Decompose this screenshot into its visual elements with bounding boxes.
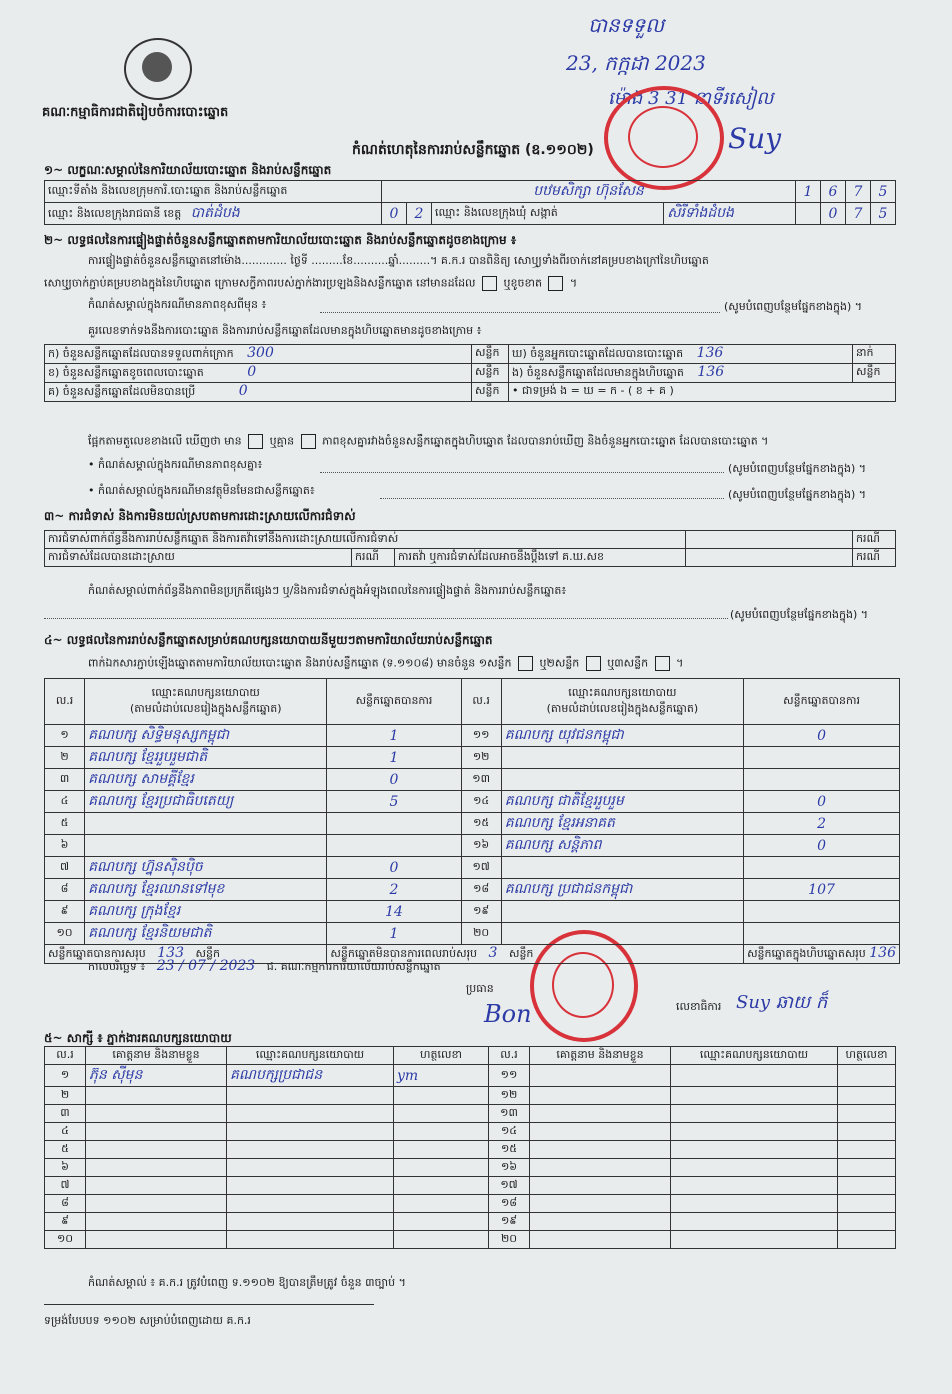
table-row [45,1177,896,1195]
count-label: ខ) ចំនួនសន្លឹកឆ្នោតខូចពេលបោះឆ្នោត [48,366,204,379]
party-votes [327,835,461,857]
chair-label: ប្រធាន [466,982,494,995]
section3-note-line [44,618,728,619]
col-no-header: ល.រ [461,679,501,725]
party-name: គណបក្ស ជាតិខ្មែររួបរួម [501,791,743,813]
province-name: បាត់ដំបង [190,205,240,221]
col-party-sub: (តាមលំដាប់លេខរៀងក្នុងសន្លឹកឆ្នោត) [130,701,282,715]
count-label: ក) ចំនួនសន្លឹកឆ្នោតដែលបានទទួលពាក់ក្រោក [48,347,234,360]
bullet-difference: • កំណត់សម្គាល់ក្នុងករណីមានភាពខុសគ្នា៖ [88,458,263,471]
party-votes: 2 [744,813,900,835]
count-label: ង) ចំនួនសន្លឹកឆ្នោតដែលមានក្នុងហិបឆ្នោត [512,366,684,379]
table-row [45,1231,896,1249]
section4-intro-mid1: ឬ២សន្លឹក [539,656,580,670]
party-votes: 1 [327,923,461,945]
row-no: ១១ [461,725,501,747]
row-no: ៧ [45,1177,86,1195]
section2-para1: ការផ្ទៀងផ្ទាត់ចំនួនសន្លឹកឆ្នោតនៅម៉ោង............. ថ្ងៃទី .........ខែ..........ឆ្នាំ.........។ គ.ក.រ បានពិនិត្យ សោឬ្យទាំងពីរចាក់នៅគម្របខាងក្រៅនៃហិបឆ្នោត [88,254,709,267]
table-row [45,1065,896,1087]
row-no: ១៣ [489,1105,530,1123]
party-votes [744,923,900,945]
row-no: ១ [45,725,85,747]
agency-name: គណៈកម្មាធិការជាតិរៀបចំការបោះឆ្នោត [42,105,229,120]
commune-digit: 5 [871,203,896,225]
party-name [501,923,743,945]
province-digit: 2 [407,203,432,225]
row-no: ១០ [45,923,85,945]
row-no: ២០ [461,923,501,945]
section2-para2: សោឬ្យចាក់ភ្ជាប់គម្របខាងក្នុងនៃហិបឆ្នោត ក្រោមសក្ខីភាពរបស់ភ្នាក់ងារប្រឡងនិងសន្លឹកឆ្នោត នៅមានដដែល [44,276,476,290]
party-votes: 2 [327,879,461,901]
section3-note: កំណត់សម្គាល់ពាក់ព័ន្ធនឹងភាពមិនប្រក្រតីផ្សេងៗ ឬ/និងការជំទាស់ក្នុងអំឡុងពេលនៃការផ្ទៀងផ្ទាត់ និងការរាប់សន្លឹកឆ្នោត៖ [88,584,567,597]
col-party-header: ឈ្មោះគណបក្សនយោបាយ [671,1047,838,1065]
secretary-signature: Suy ឆាយ ក៏ [736,992,828,1013]
table-row [45,835,900,857]
col-votes-header: សន្លឹកឆ្នោតបានការ [744,679,900,725]
has-difference-checkbox[interactable] [248,434,263,449]
row-no: ៨ [45,1195,86,1213]
station-digit: 7 [846,181,871,203]
count-value: 300 [247,345,274,361]
count-unit: សន្លឹក [472,364,509,383]
count-value: 136 [696,345,724,361]
col-party-title: ឈ្មោះគណបក្សនយោបាយ [568,685,677,699]
appeal-label: ការតវ៉ា ឬការជំទាស់ដែលអាចនឹងប្តឹងទៅ គ.ឃ.សខ [395,549,686,567]
party-name: គណបក្ស ហ្វ៊ុនស៊ិនប៉ិច [85,857,327,879]
commune-label: ឈ្មោះ និងលេខក្រុងឃុំ សង្កាត់ [432,203,664,225]
party-name: គណបក្ស សិទ្ធិមនុស្សកម្ពុជា [85,725,327,747]
col-party-header [85,679,327,725]
row-no: ២ [45,1087,86,1105]
bullet-foreign: • កំណត់សម្គាល់ក្នុងករណីមានវត្ថុមិនមែនជាសន្លឹកឆ្នោត៖ [88,484,315,497]
party-votes [744,747,900,769]
row-no: ១៨ [489,1195,530,1213]
resolved-label: ការជំទាស់ដែលបានដោះស្រាយ [45,549,352,567]
party-name: គណបក្ស សាមគ្គីខ្មែរ [85,769,327,791]
bullet-foreign-suffix: (សូមបំពេញបន្ថែមផ្នែកខាងក្នុង) ។ [728,488,867,501]
table-row [45,901,900,923]
col-name-header: គោត្តនាម និងនាមខ្លួន [86,1047,227,1065]
damaged-checkbox[interactable] [548,276,563,291]
section4-heading: ៤~ លទ្ធផលនៃការរាប់សន្លឹកឆ្នោតសម្រាប់គណបក្សនយោបាយនីមួយៗតាមការិយាល័យរាប់សន្លឹកឆ្នោត [44,633,493,647]
row-no: ៤ [45,1123,86,1141]
section2-note-suffix: (សូមបំពេញបន្ថែមផ្នែកខាងក្នុង) ។ [724,300,863,313]
row-no: ៨ [45,879,85,901]
table-row [45,791,900,813]
total-invalid: 3 [488,945,498,961]
section1-heading: ១~ លក្ខណៈសម្គាល់នៃការិយាល័យបោះឆ្នោត និងរាប់សន្លឹកឆ្នោត [44,163,332,177]
date-org: ជ. គណៈកម្មការការិយាល័យរាប់សន្លឹកឆ្នោត [266,960,441,973]
row-no: ៦ [45,835,85,857]
row-no: ១៨ [461,879,501,901]
one-sheet-checkbox[interactable] [518,656,533,671]
table-row [45,1087,896,1105]
col-votes-header: សន្លឹកឆ្នោតបានការ [327,679,461,725]
row-no: ២ [45,747,85,769]
party-votes: 0 [327,769,461,791]
col-party-header [501,679,743,725]
secretary-label: លេខាធិការ [676,1000,722,1013]
count-unit: សន្លឹក [472,383,509,402]
row-no: ៧ [45,857,85,879]
row-no: ៥ [45,813,85,835]
party-name [501,769,743,791]
table-row [45,1159,896,1177]
party-votes: 0 [744,725,900,747]
form-footer: ទម្រង់បែបបទ ១១០២ សម្រាប់បំពេញដោយ គ.ក.រ [44,1314,251,1327]
section2-note-line [320,312,720,313]
objection-table [44,530,896,567]
count-unit: សន្លឹក [853,364,896,383]
station-digit: 6 [821,181,846,203]
col-name-header: គោត្តនាម និងនាមខ្លួន [530,1047,671,1065]
witness-party: គណបក្សប្រជាជន [227,1065,394,1087]
total-invalid-label: សន្លឹកឆ្នោតមិនបានការពេលរាប់សរុប [330,947,478,960]
station-digit: 5 [871,181,896,203]
witness-table [44,1046,896,1249]
results-table [44,678,900,964]
table-row [45,813,900,835]
counts-table [44,344,896,402]
section2-para2-line: សោឬ្យចាក់ភ្ជាប់គម្របខាងក្នុងនៃហិបឆ្នោត ក្រោមសក្ខីភាពរបស់ភ្នាក់ងារប្រឡងនិងសន្លឹកឆ្នោត នៅមានដដែល ឬខូចខាត ។ [44,276,578,290]
row-no: ១៤ [461,791,501,813]
commune-digit: 7 [846,203,871,225]
party-name: គណបក្ស សន្តិភាព [501,835,743,857]
party-name [501,747,743,769]
party-votes: 0 [327,857,461,879]
col-signature-header: ហត្ថលេខា [394,1047,489,1065]
nec-logo [124,38,192,100]
count-value: 0 [247,364,257,380]
count-value: 136 [697,364,725,380]
row-no: ៦ [45,1159,86,1177]
party-name: គណបក្ស ខ្មែរប្រជាធិបតេយ្យ [85,791,327,813]
party-name: គណបក្ស ខ្មែរឈានទៅមុខ [85,879,327,901]
row-no: ១៤ [489,1123,530,1141]
count-label: ឃ) ចំនួនអ្នកបោះឆ្នោតដែលបានបោះឆ្នោត [512,347,684,360]
total-valid-unit: សន្លឹក [195,947,220,960]
row-no: ១៧ [461,857,501,879]
party-votes: 107 [744,879,900,901]
commune-digit: 0 [821,203,846,225]
formula: • ជាទម្រង់ ង = ឃ = ក - ( ខ + គ ) [509,383,896,402]
received-date: 23, កក្កដា 2023 [566,51,706,75]
no-difference-checkbox[interactable] [301,434,316,449]
compare-mid: ឬគ្មាន [269,434,295,448]
witness-signature: ym [394,1065,489,1087]
section2-para2-end: ឬខូចខាត [503,276,542,290]
section1-table [44,180,896,225]
col-party-sub: (តាមលំដាប់លេខរៀងក្នុងសន្លឹកឆ្នោត) [546,701,699,715]
row-no: ១៩ [489,1213,530,1231]
received-signature: Suy [728,122,782,155]
date-value: 23 / 07 / 2023 [156,958,256,974]
province-digit: 0 [382,203,407,225]
bullet-foreign-line [380,498,724,499]
row-no: ៣ [45,769,85,791]
row-no: ១៦ [461,835,501,857]
count-unit: នាក់ [853,345,896,364]
count-unit: សន្លឹក [472,345,509,364]
objection-unit: ករណី [853,531,896,549]
party-name: គណបក្ស ប្រជាជនកម្ពុជា [501,879,743,901]
province-label-text: ឈ្មោះ និងលេខក្រុងរាជធានី ខេត្ត [48,207,182,220]
row-no: ៣ [45,1105,86,1123]
three-sheet-checkbox[interactable] [655,656,670,671]
compare-end: ភាពខុសគ្នារវាងចំនួនសន្លឹកឆ្នោតក្នុងហិបឆ្នោត ដែលបានរាប់ឃើញ និងចំនួនអ្នកបោះឆ្នោត ដែលបានបោះឆ្នោត ។ [322,434,769,448]
row-no: ១៥ [489,1141,530,1159]
form-title: កំណត់ហេតុនៃការរាប់សន្លឹកឆ្នោត (ឧ.១១០២) [352,142,594,158]
commune-name: សិរីទាំងដំបង [664,203,796,225]
row-no: ៤ [45,791,85,813]
party-name: គណបក្ស ខ្មែរនិយមជាតិ [85,923,327,945]
section3-note-suffix: (សូមបំពេញបន្ថែមផ្នែកខាងក្នុង) ។ [730,608,869,621]
objection-label: ការជំទាស់ពាក់ព័ន្ធនឹងការរាប់សន្លឹកឆ្នោត និងការតវ៉ាទៅនឹងការដោះស្រាយលើការជំទាស់ [45,531,686,549]
total-box-label: សន្លឹកឆ្នោតក្នុងហិបឆ្នោតសរុប [747,947,866,960]
intact-checkbox[interactable] [482,276,497,291]
table-row [45,923,900,945]
chair-signature: Bon [484,1000,532,1028]
table-row [45,1213,896,1231]
table-row [45,857,900,879]
total-valid: 133 [157,945,184,961]
row-no: ១៩ [461,901,501,923]
party-votes [744,857,900,879]
row-no: ១០ [45,1231,86,1249]
row-no: ២០ [489,1231,530,1249]
section5-heading: ៥~ សាក្សី ៖ ភ្នាក់ងារគណបក្សនយោបាយ [44,1031,232,1045]
party-name [85,835,327,857]
total-box: 136 [869,945,896,961]
party-name [501,901,743,923]
row-no: ១១ [489,1065,530,1087]
appeal-unit: ករណី [853,549,896,567]
row-no: ៥ [45,1141,86,1159]
row-no: ១៦ [489,1159,530,1177]
section2-heading: ២~ លទ្ធផលនៃការផ្ទៀងផ្ទាត់ចំនួនសន្លឹកឆ្នោតតាមការិយាល័យបោះឆ្នោត និងរាប់សន្លឹកឆ្នោតដូចខាងក្រោម ៖ [44,233,517,247]
party-votes: 1 [327,747,461,769]
col-party-header: ឈ្មោះគណបក្សនយោបាយ [227,1047,394,1065]
section4-intro-line: ពាក់ឯកសារភ្ជាប់ឡើងឆ្នោតតាមការិយាល័យបោះឆ្នោត និងរាប់សន្លឹកឆ្នោត (ទ.១១០៨) មានចំនួន ១សន្លឹក ឬ២សន្លឹក ឬ៣សន្លឹក ។ [88,656,684,670]
table-row [45,1195,896,1213]
table-row [45,1123,896,1141]
party-votes: 0 [744,835,900,857]
total-invalid-unit: សន្លឹក [508,947,534,960]
section3-heading: ៣~ ការជំទាស់ និងការមិនយល់ស្របតាមការដោះស្រាយលើការជំទាស់ [44,509,356,523]
party-name [501,857,743,879]
party-name: គណបក្ស យុវជនកម្ពុជា [501,725,743,747]
table-row [45,1141,896,1159]
table-row [45,747,900,769]
received-time: ម៉ោង 3 31 នាទីរសៀល [608,88,774,109]
row-no: ១៣ [461,769,501,791]
row-no: ១៧ [489,1177,530,1195]
official-stamp [604,86,724,190]
witness-name: ភ៊ុន ស៊ីមុន [86,1065,227,1087]
row-no: ១២ [489,1087,530,1105]
footer-divider [44,1304,374,1305]
table-row [45,769,900,791]
section2-para3: គួរលេខទាក់ទងនឹងការបោះឆ្នោត និងការរាប់សន្លឹកឆ្នោតដែលមានក្នុងហិបឆ្នោតមានដូចខាងក្រោម ៖ [88,324,482,337]
row-no: ១២ [461,747,501,769]
party-votes: 0 [744,791,900,813]
row-no: ៩ [45,1213,86,1231]
resolved-unit: ករណី [352,549,395,567]
col-party-title: ឈ្មោះគណបក្សនយោបាយ [151,685,260,699]
table-row [45,725,900,747]
col-no-header: ល.រ [45,679,85,725]
count-label: គ) ចំនួនសន្លឹកឆ្នោតដែលមិនបានប្រើ [48,385,196,398]
section4-intro-mid2: ឬ៣សន្លឹក [607,656,649,670]
total-valid-label: សន្លឹកឆ្នោតបានការសរុប [48,947,146,960]
two-sheet-checkbox[interactable] [586,656,601,671]
date-line [88,958,441,976]
party-votes [327,813,461,835]
station-digit: 1 [796,181,821,203]
province-label [45,203,382,225]
station-name: បឋមសិក្សា ហ៊ុនសែន [382,181,796,203]
col-no-header: ល.រ [45,1047,86,1065]
section5-footnote: កំណត់សម្គាល់ ៖ គ.ក.រ ត្រូវបំពេញ ទ.១១០២ ឱ្យបានត្រឹមត្រូវ ចំនួន ៣ច្បាប់ ។ [88,1276,406,1289]
compare-text: ផ្អែកតាមតួលេខខាងលើ ឃើញថា មាន [88,434,242,448]
bullet-difference-line [320,472,724,473]
section2-note-label: កំណត់សម្គាល់ក្នុងករណីមានភាពខុសពីមុន ៖ [88,298,267,311]
section4-intro: ពាក់ឯកសារភ្ជាប់ឡើងឆ្នោតតាមការិយាល័យបោះឆ្នោត និងរាប់សន្លឹកឆ្នោត (ទ.១១០៨) មានចំនួន ១សន្លឹក [88,656,512,670]
party-votes: 5 [327,791,461,813]
col-no-header: ល.រ [489,1047,530,1065]
party-votes [744,901,900,923]
received-note: បានទទួល [588,13,665,37]
party-votes: 14 [327,901,461,923]
station-label: ឈ្មោះទីតាំង និងលេខក្រុមការិ.បោះឆ្នោត និងរាប់សន្លឹកឆ្នោត [45,181,382,203]
table-row [45,1105,896,1123]
bullet-difference-suffix: (សូមបំពេញបន្ថែមផ្នែកខាងក្នុង) ។ [728,462,867,475]
party-name: គណបក្ស ខ្មែរអនាគត [501,813,743,835]
row-no: ៩ [45,901,85,923]
count-value: 0 [238,383,248,399]
party-name: គណបក្ស ក្រុងខ្មែរ [85,901,327,923]
party-votes [744,769,900,791]
party-votes: 1 [327,725,461,747]
table-row [45,879,900,901]
total-box-cell [744,945,900,964]
col-signature-header: ហត្ថលេខា [838,1047,896,1065]
row-no: ១៥ [461,813,501,835]
row-no: ១ [45,1065,86,1087]
party-name: គណបក្ស ខ្មែររួបរួមជាតិ [85,747,327,769]
date-label: កាលបរិច្ឆេទ ៖ [88,960,146,973]
compare-line [88,434,768,451]
party-name [85,813,327,835]
